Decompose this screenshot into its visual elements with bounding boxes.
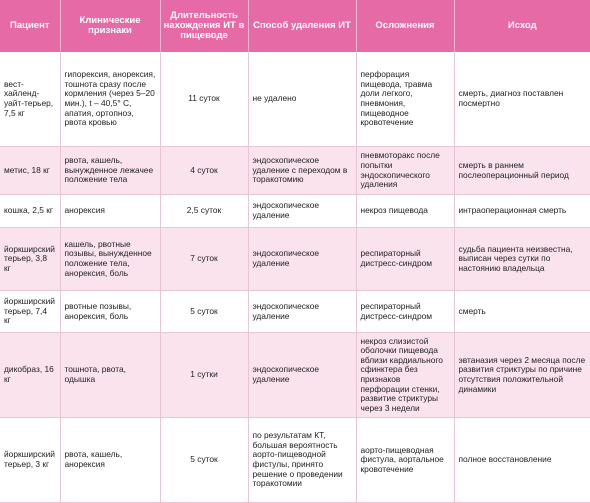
cell-outcome: эвтаназия через 2 месяца после развития стриктуры по причине отсутствия положительной динамики [454, 333, 590, 418]
table-row [0, 228, 590, 291]
cell-patient: метис, 18 кг [0, 147, 60, 195]
table-row [0, 291, 590, 333]
cell-clinical-signs: гипорексия, анорексия, тошнота сразу после кормления (через 5–20 мин.), t – 40,5° С, апатия, ортопноэ, рвота кровью [60, 52, 160, 147]
cell-removal-method: по результатам КТ, большая вероятность аорто-пищеводной фистулы, принято решение о проведении торакотомии [248, 418, 356, 503]
cell-duration: 7 суток [160, 228, 248, 291]
header-duration: Длительность нахождения ИТ в пищеводе [160, 0, 248, 52]
cell-outcome: судьба пациента неизвестна, выписан через сутки по настоянию владельца [454, 228, 590, 291]
cell-duration: 5 суток [160, 291, 248, 333]
cell-clinical-signs: анорексия [60, 195, 160, 228]
cell-complications: респираторный дистресс-синдром [356, 228, 454, 291]
cell-outcome: смерть, диагноз поставлен посмертно [454, 52, 590, 147]
table-row [0, 333, 590, 418]
cell-duration: 5 суток [160, 418, 248, 503]
cell-outcome: интраоперационная смерть [454, 195, 590, 228]
header-removal-method: Способ удаления ИТ [248, 0, 356, 52]
cell-removal-method: эндоскопическое удаление [248, 291, 356, 333]
cell-duration: 4 суток [160, 147, 248, 195]
cell-patient: кошка, 2,5 кг [0, 195, 60, 228]
cell-complications [356, 52, 454, 147]
cell-complications: некроз слизистой оболочки пищевода вблизи кардиального сфинктера без признаков перфорации стенки, развитие стриктуры через 3 недели [356, 333, 454, 418]
cell-clinical-signs: рвота, кашель, вынужденное лежачее положение тела [60, 147, 160, 195]
table-row [0, 147, 590, 195]
cell-complications: аорто-пищеводная фистула, аортальное кровотечение [356, 418, 454, 503]
cell-complications: пневмоторакс после попытки эндоскопического удаления [356, 147, 454, 195]
cell-clinical-signs: рвотные позывы, анорексия, боль [60, 291, 160, 333]
header-complications: Осложнения [356, 0, 454, 52]
cell-patient: йоркширский терьер, 7,4 кг [0, 291, 60, 333]
table-row [0, 418, 590, 503]
table-row [0, 195, 590, 228]
cell-complications: некроз пищевода [356, 195, 454, 228]
cell-patient: вест-хайленд-уайт-терьер, 7,5 кг [0, 52, 60, 147]
cell-outcome: смерть [454, 291, 590, 333]
cell-clinical-signs: тошнота, рвота, одышка [60, 333, 160, 418]
cell-outcome: полное восстановление [454, 418, 590, 503]
cell-complications: респираторный дистресс-синдром [356, 291, 454, 333]
cell-clinical-signs: кашель, рвотные позывы, вынужденное положение тела, анорексия, боль [60, 228, 160, 291]
cell-duration: 1 сутки [160, 333, 248, 418]
header-clinical-signs: Клинические признаки [60, 0, 160, 52]
cell-removal-method: эндоскопическое удаление с переходом в торакотомию [248, 147, 356, 195]
cell-patient: йоркширский терьер, 3 кг [0, 418, 60, 503]
cell-removal-method: эндоскопическое удаление [248, 195, 356, 228]
cell-duration: 11 суток [160, 52, 248, 147]
cell-patient: йоркширский терьер, 3,8 кг [0, 228, 60, 291]
cell-patient: дикобраз, 16 кг [0, 333, 60, 418]
cell-outcome: смерть в раннем послеоперационный период [454, 147, 590, 195]
header-patient: Пациент [0, 0, 60, 52]
header-outcome: Исход [454, 0, 590, 52]
cell-removal-method: не удалено [248, 52, 356, 147]
cell-duration: 2,5 суток [160, 195, 248, 228]
table-header-row [0, 0, 590, 52]
cell-removal-method: эндоскопическое удаление [248, 333, 356, 418]
cell-removal-method: эндоскопическое удаление [248, 228, 356, 291]
cell-clinical-signs: рвота, кашель, анорексия [60, 418, 160, 503]
table-row [0, 52, 590, 147]
complications-text: перфорация пищевода, травма доли легкого, пневмония, пищеводное кровотечение [361, 69, 450, 129]
